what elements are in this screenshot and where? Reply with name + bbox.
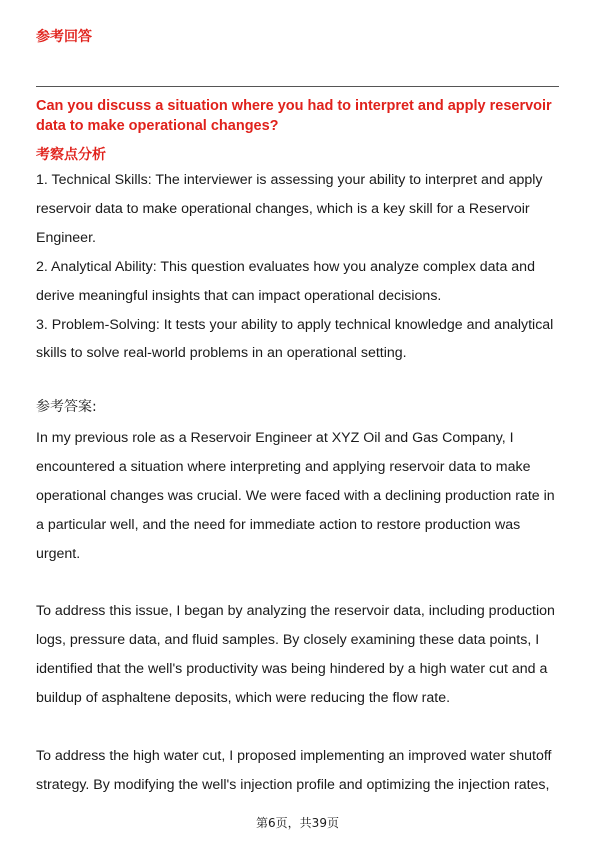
answer-paragraph-3: To address the high water cut, I proposed implementing an improved water shutoff strategy. By modifying the well's injection profile and optimizing the injection rates, <box>36 747 552 793</box>
answer-paragraph-1: In my previous role as a Reservoir Engineer at XYZ Oil and Gas Company, I encountered a situation where interpreting and applying reservoir data to make operational changes was crucial. We were faced with a declining production rate in a particular well, and the need for immediate action to restore production was urgent. <box>36 430 555 562</box>
analysis-points <box>36 166 566 368</box>
paragraph-gap <box>36 713 566 742</box>
divider-line <box>36 86 559 87</box>
analysis-point-3: 3. Problem-Solving: It tests your ability to apply technical knowledge and analytical skills to solve real-world problems in an operational setting. <box>36 316 554 362</box>
analysis-point-2: 2. Analytical Ability: This question evaluates how you analyze complex data and derive meaningful insights that can impact operational decisions. <box>36 258 535 304</box>
reference-answer-heading: 参考回答 <box>36 29 92 45</box>
page-indicator: 第6页，共39页 <box>256 816 339 830</box>
analysis-point-1: 1. Technical Skills: The interviewer is assessing your ability to interpret and apply reservoir data to make operational changes, which is a key skill for a Reservoir Engineer. <box>36 172 543 246</box>
paragraph-gap <box>36 569 566 598</box>
answer-label: 参考答案: <box>36 399 97 415</box>
answer-body <box>36 424 566 800</box>
answer-paragraph-2: To address this issue, I began by analyzing the reservoir data, including production logs, pressure data, and fluid samples. By closely examining these data points, I identified that the well's productivity was being hindered by a high water cut and a buildup of asphaltene deposits, which were reducing the flow rate. <box>36 603 555 707</box>
analysis-label: 考察点分析 <box>36 147 106 163</box>
question-text: Can you discuss a situation where you had to interpret and apply reservoir data to make operational changes? <box>36 98 552 134</box>
